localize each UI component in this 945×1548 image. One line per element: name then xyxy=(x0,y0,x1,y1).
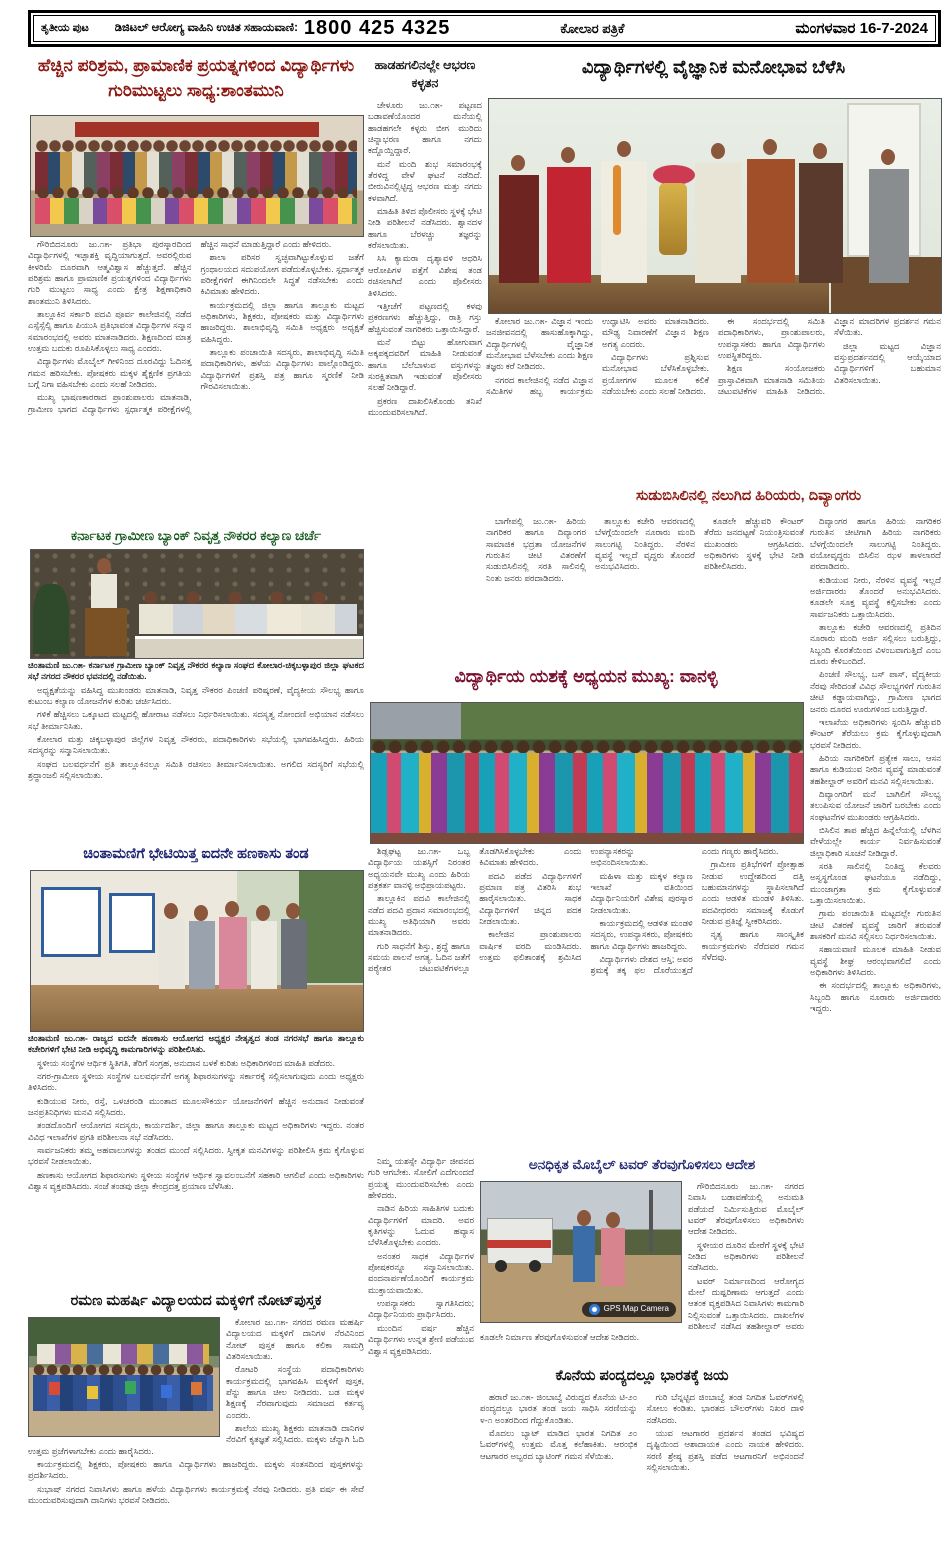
headline-finance: ಚಿಂತಾಮಣಿಗೆ ಭೇಟಿಯಿತ್ತ ಐದನೇ ಹಣಕಾಸು ತಂಡ xyxy=(83,846,309,862)
photo-shape xyxy=(869,169,909,283)
photo-scientific-event xyxy=(488,98,942,314)
photo-shape xyxy=(371,753,803,833)
headline-tower: ಅನಧಿಕೃತ ಮೊಬೈಲ್ ಟವರ್ ತೆರವುಗೊಳಿಸಲು ಆದೇಶ xyxy=(528,1157,756,1172)
body-paragraph: ಪದವಿ ಪಡೆದ ವಿದ್ಯಾರ್ಥಿಗಳಿಗೆ ಪ್ರಮಾಣ ಪತ್ರ ವಿತರಿಸಿ ಶುಭ ಹಾರೈಸಲಾಯಿತು. ಸಾಧಕ ವಿದ್ಯಾರ್ಥಿಗಳಿಗೆ ಚಿನ್ನದ ಪದಕ ನೀಡಲಾಯಿತು. xyxy=(479,870,582,927)
gps-map-camera-badge xyxy=(582,1302,676,1317)
photo-finance-visit xyxy=(30,870,364,1032)
photo-shape xyxy=(194,905,208,921)
body-paragraph: ದಿವ್ಯಾಂಗರ ಹಾಗೂ ಹಿರಿಯ ನಾಗರಿಕರ ಗುರುತಿನ ಚೀಟಿಗಾಗಿ ಹಿರಿಯ ನಾಗರಿಕರು ಬೆಳಗ್ಗೆಯಿಂದಲೇ ಸಾಲುಗಟ್ಟಿ ನಿಂತಿದ್ದರು. ವಯೋವೃದ್ಧರು ಬಿಸಿಲಿನ ಝಳ ತಾಳಲಾರದೆ ಪರದಾಡಿದರು. xyxy=(810,516,941,572)
article-finance-body xyxy=(28,1033,364,1289)
body-paragraph: ತಾಲ್ಲೂಕಿನ ಸರ್ಕಾರಿ ಪದವಿ ಪೂರ್ವ ಕಾಲೇಜಿನಲ್ಲಿ ನಡೆದ ಎಸ್ಸೆಸ್ಸೆಲ್ಸಿ ಹಾಗೂ ಪಿಯುಸಿ ಪ್ರತಿಭಾವಂತ ವಿದ್ಯಾರ್ಥಿಗಳ ಸನ್ಮಾನ ಸಮಾರಂಭದಲ್ಲಿ ಅವರು ಮಾತನಾಡಿದರು. ಶಿಕ್ಷಣದಿಂದ ಮಾತ್ರ ಉತ್ತಮ ಬದುಕು ರೂಪಿಸಿಕೊಳ್ಳಲು ಸಾಧ್ಯ ಎಂದರು. xyxy=(28,309,192,354)
photo-effort-group xyxy=(30,115,364,237)
body-paragraph: ಟವರ್ ನಿರ್ಮಾಣದಿಂದ ಆರೋಗ್ಯದ ಮೇಲೆ ದುಷ್ಪರಿಣಾಮ ಆಗುತ್ತದೆ ಎಂದು ಆತಂಕ ವ್ಯಕ್ತಪಡಿಸಿದ ನಿವಾಸಿಗಳು ಕಾಮಗಾರಿ ನಿಲ್ಲಿಸುವಂತೆ ಒತ್ತಾಯಿಸಿದರು. ದಾಖಲೆಗಳ ಪರಿಶೀಲನೆ ನಡೆಸಿದ ತಹಶೀಲ್ದಾರ್ ಅವರು ಕೂಡಲೇ ನಿರ್ಮಾಣ ತೆರವುಗೊಳಿಸುವಂತೆ ಆದೇಶ ನೀಡಿದರು. xyxy=(480,1275,804,1343)
photo-shape xyxy=(371,833,803,843)
body-paragraph: ಬಿಸಿಲಿನ ತಾಪ ಹೆಚ್ಚಿದ ಹಿನ್ನೆಲೆಯಲ್ಲಿ ಬೆಳಗಿನ ವೇಳೆಯಲ್ಲೇ ಕಾರ್ಯ ನಿರ್ವಹಿಸುವಂತೆ ಜಿಲ್ಲಾಧಿಕಾರಿ ಸೂಚನೆ ನೀಡಿದ್ದಾರೆ. xyxy=(810,824,941,858)
photo-shape xyxy=(135,636,363,658)
body-paragraph: ಕೋಲಾರ ಮತ್ತು ಚಿಕ್ಕಬಳ್ಳಾಪುರ ಜಿಲ್ಲೆಗಳ ನಿವೃತ್ತ ನೌಕರರು, ಪದಾಧಿಕಾರಿಗಳು ಸಭೆಯಲ್ಲಿ ಭಾಗವಹಿಸಿದ್ದರು. ಹಿರಿಯ ಸದಸ್ಯರನ್ನು ಸನ್ಮಾನಿಸಲಾಯಿತು. xyxy=(28,734,364,756)
body-paragraph: ಶಿಡ್ಲಘಟ್ಟ ಜು.೧೫- ಒಬ್ಬ ವಿದ್ಯಾರ್ಥಿಯ ಯಶಸ್ಸಿಗೆ ನಿರಂತರ ಅಧ್ಯಯನವೇ ಮುಖ್ಯ ಎಂದು ಹಿರಿಯ ಪತ್ರಕರ್ತ ವಾನಳ್ಳಿ ಅಭಿಪ್ರಾಯಪಟ್ಟರು. xyxy=(368,846,471,891)
body-paragraph: ಸಾರ್ವಜನಿಕರು ತಮ್ಮ ಅಹವಾಲುಗಳನ್ನು ತಂಡದ ಮುಂದೆ ಸಲ್ಲಿಸಿದರು. ಸ್ವೀಕೃತ ಮನವಿಗಳನ್ನು ಪರಿಶೀಲಿಸಿ ಕ್ರಮ ಕೈಗೊಳ್ಳುವ ಭರವಸೆ ನೀಡಲಾಯಿತು. xyxy=(28,1145,364,1167)
photo-shape xyxy=(511,155,525,171)
headline-bank: ಕರ್ನಾಟಕ ಗ್ರಾಮೀಣ ಬ್ಯಾಂಕ್ ನಿವೃತ್ತ ನೌಕರರ ಕಲ್ಯಾಣ ಚರ್ಚೆ xyxy=(71,528,321,543)
photo-shape xyxy=(561,147,575,163)
photo-shape xyxy=(813,143,827,159)
article-cricket-body xyxy=(480,1392,804,1546)
photo-shape xyxy=(139,604,357,634)
photo-shape xyxy=(35,198,357,224)
photo-shape xyxy=(495,1260,507,1272)
body-paragraph: ವಿದ್ಯಾರ್ಥಿಗಳು ಪ್ರಶ್ನಿಸುವ ಮನೋಭಾವ ಬೆಳೆಸಿಕೊಳ್ಳಬೇಕು. ಪ್ರಯೋಗಗಳ ಮೂಲಕ ಕಲಿಕೆ ನಡೆಯಬೇಕು ಎಂದು ಸಲಹೆ ನೀಡಿದರು. xyxy=(602,352,709,397)
paper-name: ಕೋಲಾರ ಪತ್ರಿಕೆ xyxy=(560,20,625,36)
body-paragraph: ಕೋಲಾರ ಜು.೧೫- ವಿಜ್ಞಾನ ಇಂದು ಜನಜೀವನದಲ್ಲಿ ಹಾಸುಹೊಕ್ಕಾಗಿದ್ದು, ವಿದ್ಯಾರ್ಥಿಗಳಲ್ಲಿ ವೈಜ್ಞಾನಿಕ ಮನೋಭಾವ ಬೆಳೆಸಬೇಕು ಎಂದು ಶಿಕ್ಷಣ ತಜ್ಞರು ಕರೆ ನೀಡಿದರು. xyxy=(486,316,593,372)
photo-shape xyxy=(573,1226,595,1282)
photo-shape xyxy=(299,871,363,983)
body-paragraph: ಸ್ಥಳೀಯರ ದೂರಿನ ಮೇರೆಗೆ ಸ್ಥಳಕ್ಕೆ ಭೇಟಿ ನೀಡಿದ ಅಧಿಕಾರಿಗಳು ಪರಿಶೀಲನೆ ನಡೆಸಿದರು. xyxy=(688,1239,804,1273)
headline-study: ವಿದ್ಯಾರ್ಥಿಯ ಯಶಕ್ಕೆ ಅಧ್ಯಯನ ಮುಖ್ಯ: ವಾನಳ್ಳಿ xyxy=(454,666,718,686)
body-paragraph: ಹಿರಿಯ ನಾಗರಿಕರಿಗೆ ಪ್ರತ್ಯೇಕ ಸಾಲು, ಆಸನ ಹಾಗೂ ಕುಡಿಯುವ ನೀರಿನ ವ್ಯವಸ್ಥೆ ಮಾಡುವಂತೆ ತಹಶೀಲ್ದಾರ್ ಅವರಿಗೆ ಮನವಿ ಸಲ್ಲಿಸಲಾಯಿತು. xyxy=(810,752,941,786)
photo-shape xyxy=(219,917,247,989)
photo-graduation xyxy=(370,702,804,844)
helpline-number: 1800 425 4325 xyxy=(303,17,451,39)
photo-shape xyxy=(695,163,741,283)
body-paragraph: ತಂಡದೊಂದಿಗೆ ಆಯೋಗದ ಸದಸ್ಯರು, ಕಾರ್ಯದರ್ಶಿ, ಜಿಲ್ಲಾ ಹಾಗೂ ತಾಲ್ಲೂಕು ಮಟ್ಟದ ಅಧಿಕಾರಿಗಳು ಇದ್ದರು. ನಂತರ ವಿವಿಧ ಇಲಾಖೆಗಳ ಪ್ರಗತಿ ಪರಿಶೀಲನಾ ಸಭೆ ನಡೆಸಿದರು. xyxy=(28,1120,364,1142)
photo-shape xyxy=(371,703,461,739)
body-paragraph: ವಿದ್ಯಾರ್ಥಿಗಳು ಮೊಬೈಲ್ ಗೀಳಿನಿಂದ ದೂರವಿದ್ದು ಓದಿನತ್ತ ಗಮನ ಹರಿಸಬೇಕು. ಪೋಷಕರು ಮಕ್ಕಳ ಶೈಕ್ಷಣಿಕ ಪ್ರಗತಿಯ ಬಗ್ಗೆ ನಿಗಾ ವಹಿಸಬೇಕು ಎಂದು ಸಲಹೆ ನೀಡಿದರು. xyxy=(28,356,192,390)
headline-heat: ಸುಡುಬಿಸಿಲಿನಲ್ಲಿ ನಲುಗಿದ ಹಿರಿಯರು, ದಿವ್ಯಾಂಗರು xyxy=(635,488,862,504)
body-paragraph: ಕಾರ್ಯಕ್ರಮದಲ್ಲಿ ಆಡಳಿತ ಮಂಡಳಿ ಸದಸ್ಯರು, ಉಪನ್ಯಾಸಕರು, ಪೋಷಕರು ಹಾಗೂ ವಿದ್ಯಾರ್ಥಿಗಳು ಹಾಜರಿದ್ದರು. xyxy=(590,918,693,951)
body-paragraph: ಗ್ರಾಮೀಣ ಪ್ರತಿಭೆಗಳಿಗೆ ಪ್ರೋತ್ಸಾಹ ನೀಡುವ ಉದ್ದೇಶದಿಂದ ದತ್ತಿ ಬಹುಮಾನಗಳನ್ನು ಸ್ಥಾಪಿಸಲಾಗಿದೆ ಎಂದು ಆಡಳಿತ ಮಂಡಳಿ ತಿಳಿಸಿತು. ಪದವೀಧರರು ಸಮಾಜಕ್ಕೆ ಕೊಡುಗೆ ನೀಡುವ ಪ್ರತಿಜ್ಞೆ ಸ್ವೀಕರಿಸಿದರು. xyxy=(701,859,804,927)
body-paragraph: ಇತ್ತೀಚೆಗೆ ಪಟ್ಟಣದಲ್ಲಿ ಕಳವು ಪ್ರಕರಣಗಳು ಹೆಚ್ಚುತ್ತಿದ್ದು, ರಾತ್ರಿ ಗಸ್ತು ಹೆಚ್ಚಿಸುವಂತೆ ನಾಗರಿಕರು ಒತ್ತಾಯಿಸಿದ್ದಾರೆ. xyxy=(368,300,482,334)
photo-shape xyxy=(33,584,69,654)
body-paragraph: ತಾಲ್ಲೂಕು ಪಂಚಾಯಿತಿ ಸದಸ್ಯರು, ಶಾಲಾಭಿವೃದ್ಧಿ ಸಮಿತಿ ಪದಾಧಿಕಾರಿಗಳು, ಹಳೆಯ ವಿದ್ಯಾರ್ಥಿಗಳು ಪಾಲ್ಗೊಂಡಿದ್ದರು. ವಿದ್ಯಾರ್ಥಿಗಳಿಗೆ ಪ್ರಶಸ್ತಿ ಪತ್ರ ಹಾಗೂ ಸ್ಮರಣಿಕೆ ನೀಡಿ ಗೌರವಿಸಲಾಯಿತು. xyxy=(200,347,364,392)
edition-date: ಮಂಗಳವಾರ 16-7-2024 xyxy=(795,20,928,37)
body-paragraph: ಹರಾರೆ ಜು.೧೫- ಜಿಂಬಾಬ್ವೆ ವಿರುದ್ಧದ ಕೊನೆಯ ಟಿ-೨೦ ಪಂದ್ಯದಲ್ಲೂ ಭಾರತ ತಂಡ ಜಯ ಸಾಧಿಸಿ ಸರಣಿಯನ್ನು ೪-೧ ಅಂತರದಿಂದ ಗೆದ್ದುಕೊಂಡಿತು. xyxy=(480,1392,638,1425)
body-paragraph: ಮುಂದಿನ ವರ್ಷ ಹೆಚ್ಚಿನ ವಿದ್ಯಾರ್ಥಿಗಳು ಉನ್ನತ ಶ್ರೇಣಿ ಪಡೆಯುವ ವಿಶ್ವಾಸ ವ್ಯಕ್ತಪಡಿಸಿದರು. xyxy=(368,1322,474,1356)
photo-notebooks-children xyxy=(28,1317,220,1437)
photo-shape xyxy=(281,919,307,989)
photo-shape xyxy=(577,1210,591,1226)
masthead xyxy=(28,10,941,47)
body-paragraph: ಅನಂತರ ಸಾಧಕ ವಿದ್ಯಾರ್ಥಿಗಳ ಪೋಷಕರನ್ನೂ ಸನ್ಮಾನಿಸಲಾಯಿತು. ವಂದನಾರ್ಪಣೆಯೊಂದಿಗೆ ಕಾರ್ಯಕ್ರಮ ಮುಕ್ತಾಯವಾಯಿತು. xyxy=(368,1250,474,1295)
photo-shape xyxy=(125,1381,136,1394)
body-paragraph: ಶಾಲೆಯ ಮುಖ್ಯ ಶಿಕ್ಷಕರು ಮಾತನಾಡಿ ದಾನಿಗಳ ನೆರವಿಗೆ ಕೃತಜ್ಞತೆ ಸಲ್ಲಿಸಿದರು. ಮಕ್ಕಳು ಚೆನ್ನಾಗಿ ಓದಿ ಉತ್ತಮ ಪ್ರಜೆಗಳಾಗಬೇಕು ಎಂದು ಹಾರೈಸಿದರು. xyxy=(28,1423,364,1456)
body-paragraph: ಗುರಿ ಸಾಧನೆಗೆ ಶಿಸ್ತು, ಶ್ರದ್ಧೆ ಹಾಗೂ ಸಮಯ ಪಾಲನೆ ಅಗತ್ಯ. ಓದಿನ ಜತೆಗೆ ಪಠ್ಯೇತರ ಚಟುವಟಿಕೆಗಳಲ್ಲೂ ತೊಡಗಿಸಿಕೊಳ್ಳಬೇಕು ಎಂದು ಕಿವಿಮಾತು ಹೇಳಿದರು. xyxy=(368,846,582,974)
body-paragraph: ಚೇಳೂರು ಜು.೧೫- ಪಟ್ಟಣದ ಬಡಾವಣೆಯೊಂದರ ಮನೆಯಲ್ಲಿ ಹಾಡಹಗಲೇ ಕಳ್ಳರು ಬೀಗ ಮುರಿದು ಚಿನ್ನಾಭರಣ ಹಾಗೂ ನಗದು ಕದ್ದೊಯ್ದಿದ್ದಾರೆ. xyxy=(368,100,482,156)
body-paragraph: ಅಧ್ಯಕ್ಷತೆಯನ್ನು ವಹಿಸಿದ್ದ ಮುಖಂಡರು ಮಾತನಾಡಿ, ನಿವೃತ್ತ ನೌಕರರ ಪಿಂಚಣಿ ಪರಿಷ್ಕರಣೆ, ವೈದ್ಯಕೀಯ ಸೌಲಭ್ಯ ಹಾಗೂ ಕುಟುಂಬ ಕಲ್ಯಾಣ ಯೋಜನೆಗಳ ಕುರಿತು ಚರ್ಚಿಸಿದರು. xyxy=(28,684,364,707)
body-paragraph: ಶಿಕ್ಷಣ ಸಂಯೋಜಕರು ಪ್ರಾಸ್ತಾವಿಕವಾಗಿ ಮಾತನಾಡಿ ಸಮಿತಿಯ ಚಟುವಟಿಕೆಗಳ ಮಾಹಿತಿ ನೀಡಿದರು. ವಿಜ್ಞಾನ ಮಾದರಿಗಳ ಪ್ರದರ್ಶನ ಗಮನ ಸೆಳೆಯಿತು. xyxy=(718,316,941,397)
photo-shape xyxy=(85,608,127,656)
page-number-label: ತೃತೀಯ ಪುಟ xyxy=(41,22,89,34)
body-paragraph: ಗೌರಿಬಿದನೂರು ಜು.೧೫- ನಗರದ ನಿವಾಸಿ ಬಡಾವಣೆಯಲ್ಲಿ ಅನುಮತಿ ಪಡೆಯದೆ ನಿರ್ಮಿಸುತ್ತಿರುವ ಮೊಬೈಲ್ ಟವರ್ ತೆರವುಗೊಳಿಸಲು ಅಧಿಕಾರಿಗಳು ಆದೇಶ ನೀಡಿದರು. xyxy=(688,1181,804,1237)
photo-shape xyxy=(601,1228,625,1286)
body-paragraph: ಮೊದಲು ಬ್ಯಾಟ್ ಮಾಡಿದ ಭಾರತ ನಿಗದಿತ ೨೦ ಓವರ್‌ಗಳಲ್ಲಿ ಉತ್ತಮ ಮೊತ್ತ ಕಲೆಹಾಕಿತು. ಆರಂಭಿಕ ಆಟಗಾರರ ಅಬ್ಬರದ ಬ್ಯಾಟಿಂಗ್ ಗಮನ ಸೆಳೆಯಿತು. xyxy=(480,1428,638,1461)
body-paragraph: ಸಹಾಯವಾಣಿ ಮೂಲಕ ಮಾಹಿತಿ ನೀಡುವ ವ್ಯವಸ್ಥೆ ಶೀಘ್ರ ಆರಂಭವಾಗಲಿದೆ ಎಂದು ಅಧಿಕಾರಿಗಳು ತಿಳಿಸಿದರು. xyxy=(810,944,941,978)
body-paragraph: ಕಾರ್ಯಕ್ರಮದಲ್ಲಿ ಶಿಕ್ಷಕರು, ಪೋಷಕರು ಹಾಗೂ ವಿದ್ಯಾರ್ಥಿಗಳು ಹಾಜರಿದ್ದರು. ಮಕ್ಕಳು ಸಂತಸದಿಂದ ಪುಸ್ತಕಗಳನ್ನು ಪ್ರದರ್ಶಿಸಿದರು. xyxy=(28,1459,364,1481)
photo-shape xyxy=(747,159,795,283)
body-paragraph: ತಾಲ್ಲೂಕಿನ ಪದವಿ ಕಾಲೇಜಿನಲ್ಲಿ ನಡೆದ ಪದವಿ ಪ್ರದಾನ ಸಮಾರಂಭದಲ್ಲಿ ಮುಖ್ಯ ಅತಿಥಿಯಾಗಿ ಅವರು ಮಾತನಾಡಿದರು. xyxy=(368,893,471,938)
photo-shape xyxy=(31,985,363,1031)
body-paragraph: ಗುರಿ ಬೆನ್ನಟ್ಟಿದ ಜಿಂಬಾಬ್ವೆ ತಂಡ ನಿಗದಿತ ಓವರ್‌ಗಳಲ್ಲಿ ಸೋಲು ಕಂಡಿತು. ಭಾರತದ ಬೌಲರ್‌ಗಳು ನಿಖರ ದಾಳಿ ನಡೆಸಿದರು. xyxy=(646,1392,804,1425)
body-paragraph: ತಾಲ್ಲೂಕು ಕಚೇರಿ ಆವರಣದಲ್ಲಿ ಬೆಳಗ್ಗೆಯಿಂದಲೇ ನೂರಾರು ಮಂದಿ ಸಾಲುಗಟ್ಟಿ ನಿಂತಿದ್ದರು. ನೆರಳಿನ ವ್ಯವಸ್ಥೆ ಇಲ್ಲದೆ ವೃದ್ಧರು ತೊಂದರೆ ಅನುಭವಿಸಿದರು. xyxy=(595,516,695,572)
body-paragraph: ದಿವ್ಯಾಂಗರಿಗೆ ಮನೆ ಬಾಗಿಲಿಗೆ ಸೌಲಭ್ಯ ತಲುಪಿಸುವ ಯೋಜನೆ ಜಾರಿಗೆ ಬರಬೇಕು ಎಂದು ಸಂಘಟನೆಗಳ ಮುಖಂಡರು ಆಗ್ರಹಿಸಿದರು. xyxy=(810,788,941,822)
photo-shape xyxy=(87,1386,98,1399)
article-effort-body xyxy=(28,239,364,525)
photo-shape xyxy=(529,1260,541,1272)
body-paragraph: ಯುವ ಆಟಗಾರರ ಪ್ರದರ್ಶನ ತಂಡದ ಭವಿಷ್ಯದ ದೃಷ್ಟಿಯಿಂದ ಆಶಾದಾಯಕ ಎಂದು ನಾಯಕ ಹೇಳಿದರು. ಸರಣಿ ಶ್ರೇಷ್ಠ ಪ್ರಶಸ್ತಿ ಪಡೆದ ಆಟಗಾರನಿಗೆ ಅಭಿನಂದನೆ ಸಲ್ಲಿಸಲಾಯಿತು. xyxy=(646,1428,804,1473)
body-paragraph: ತಾಲ್ಲೂಕು ಕಚೇರಿ ಆವರಣದಲ್ಲಿ ಪ್ರತಿದಿನ ನೂರಾರು ಮಂದಿ ಅರ್ಜಿ ಸಲ್ಲಿಸಲು ಬರುತ್ತಿದ್ದು, ಸಿಬ್ಬಂದಿ ಕೊರತೆಯಿಂದ ವಿಳಂಬವಾಗುತ್ತಿದೆ ಎಂಬ ದೂರು ಕೇಳಿಬಂದಿದೆ. xyxy=(810,622,941,667)
photo-shape xyxy=(75,122,319,137)
body-paragraph: ನಿಮ್ಮ ಯಶಸ್ಸೇ ವಿದ್ಯಾರ್ಥಿ ಜೀವನದ ಗುರಿ ಆಗಬೇಕು. ಸೋಲಿಗೆ ಎದೆಗುಂದದೆ ಪ್ರಯತ್ನ ಮುಂದುವರಿಸಬೇಕು ಎಂದು ಹೇಳಿದರು. xyxy=(368,1156,474,1201)
article-scientific-body xyxy=(486,316,941,464)
article-heat-body xyxy=(486,516,804,662)
photo-shape xyxy=(881,149,895,165)
body-paragraph: ಪ್ರಕರಣ ದಾಖಲಿಸಿಕೊಂಡು ತನಿಖೆ ಮುಂದುವರಿಸಲಾಗಿದೆ. xyxy=(368,395,482,417)
photo-shape xyxy=(649,1190,653,1252)
photo-shape xyxy=(256,905,270,921)
photo-shape xyxy=(711,143,725,159)
article-theft-body xyxy=(368,100,482,662)
body-paragraph: ಶಾಲಾ ಪರಿಸರ ಸ್ವಚ್ಛವಾಗಿಟ್ಟುಕೊಳ್ಳುವ ಜತೆಗೆ ಗ್ರಂಥಾಲಯದ ಸದುಪಯೋಗ ಪಡೆದುಕೊಳ್ಳಬೇಕು. ಸ್ಪರ್ಧಾತ್ಮಕ ಪರೀಕ್ಷೆಗಳಿಗೆ ಈಗಿನಿಂದಲೇ ಸಿದ್ಧತೆ ನಡೆಸಬೇಕು ಎಂದು ಕಿವಿಮಾತು ಹೇಳಿದರು. xyxy=(200,252,364,297)
body-paragraph: ನಗರದ ಕಾಲೇಜಿನಲ್ಲಿ ನಡೆದ ವಿಜ್ಞಾನ ಸಮಿತಿಗಳ ಹಬ್ಬ ಕಾರ್ಯಕ್ರಮ ಉದ್ಘಾಟಿಸಿ ಅವರು ಮಾತನಾಡಿದರು. ಮೌಢ್ಯ ನಿವಾರಣೆಗೆ ವಿಜ್ಞಾನ ಶಿಕ್ಷಣ ಅಗತ್ಯ ಎಂದರು. xyxy=(486,316,709,397)
body-paragraph: ಜಿಲ್ಲಾ ಮಟ್ಟದ ವಿಜ್ಞಾನ ವಸ್ತುಪ್ರದರ್ಶನದಲ್ಲಿ ಆಯ್ಕೆಯಾದ ವಿದ್ಯಾರ್ಥಿಗಳಿಗೆ ಬಹುಮಾನ ವಿತರಿಸಲಾಯಿತು. xyxy=(834,340,941,385)
body-paragraph: ವಿದ್ಯಾರ್ಥಿಗಳು ದೇಶದ ಆಸ್ತಿ; ಅವರ ಶ್ರಮಕ್ಕೆ ತಕ್ಕ ಫಲ ದೊರೆಯುತ್ತದೆ ಎಂದು ಗಣ್ಯರು ಹಾರೈಸಿದರು. xyxy=(590,846,779,976)
body-paragraph: ಸ್ಥಳೀಯ ಸಂಸ್ಥೆಗಳ ಆರ್ಥಿಕ ಸ್ಥಿತಿಗತಿ, ತೆರಿಗೆ ಸಂಗ್ರಹ, ಅನುದಾನ ಬಳಕೆ ಕುರಿತು ಅಧಿಕಾರಿಗಳಿಂದ ಮಾಹಿತಿ ಪಡೆದರು. xyxy=(37,1057,336,1068)
helpline-label: ಡಿಜಿಟಲ್ ಆರೋಗ್ಯ ವಾಹಿನಿ ಉಚಿತ ಸಹಾಯವಾಣಿ: xyxy=(114,22,298,34)
body-paragraph: ಈ ಸಂದರ್ಭದಲ್ಲಿ ತಾಲ್ಲೂಕು ಅಧಿಕಾರಿಗಳು, ಸಿಬ್ಬಂದಿ ಹಾಗೂ ನೂರಾರು ಅರ್ಜಿದಾರರು ಇದ್ದರು. xyxy=(810,980,941,1014)
body-paragraph: ಸಿಸಿ ಕ್ಯಾಮರಾ ದೃಶ್ಯಾವಳಿ ಆಧರಿಸಿ ಆರೋಪಿಗಳ ಪತ್ತೆಗೆ ವಿಶೇಷ ತಂಡ ರಚಿಸಲಾಗಿದೆ ಎಂದು ಪೊಲೀಸರು ತಿಳಿಸಿದರು. xyxy=(368,253,482,298)
body-paragraph: ಸುಭಾಷ್ ನಗರದ ನಿವಾಸಿಗಳು ಹಾಗೂ ಹಳೆಯ ವಿದ್ಯಾರ್ಥಿಗಳು ಕಾರ್ಯಕ್ರಮಕ್ಕೆ ನೆರವು ನೀಡಿದರು. ಪ್ರತಿ ವರ್ಷ ಈ ಸೇವೆ ಮುಂದುವರಿಸುವುದಾಗಿ ದಾನಿಗಳು ಭರವಸೆ ನೀಡಿದರು. xyxy=(28,1483,364,1506)
photo-shape xyxy=(97,558,111,574)
body-paragraph: ಸರತಿ ಸಾಲಿನಲ್ಲಿ ನಿಂತಿದ್ದ ಕೆಲವರು ಅಸ್ವಸ್ಥಗೊಂಡ ಘಟನೆಯೂ ನಡೆದಿದ್ದು, ಮುಂಜಾಗ್ರತಾ ಕ್ರಮ ಕೈಗೊಳ್ಳುವಂತೆ ಒತ್ತಾಯಿಸಲಾಯಿತು. xyxy=(810,860,941,905)
body-paragraph: ಗೌರಿಬಿದನೂರು ಜು.೧೫- ಪ್ರತಿಭಾ ಪುರಸ್ಕಾರದಿಂದ ವಿದ್ಯಾರ್ಥಿಗಳಲ್ಲಿ ಇಚ್ಛಾಶಕ್ತಿ ವೃದ್ಧಿಯಾಗುತ್ತದೆ. ಅವರಲ್ಲಿರುವ ಕೀಳರಿಮೆ ದೂರವಾಗಿ ಆತ್ಮವಿಶ್ವಾಸ ಹೆಚ್ಚುತ್ತದೆ. ಹೆಚ್ಚಿನ ಪರಿಶ್ರಮ ಹಾಗೂ ಪ್ರಾಮಾಣಿಕ ಪ್ರಯತ್ನಗಳಿಂದ ವಿದ್ಯಾರ್ಥಿಗಳು ಗುರಿ ಮುಟ್ಟಲು ಸಾಧ್ಯ ಎಂದು ಕ್ಷೇತ್ರ ಶಿಕ್ಷಣಾಧಿಕಾರಿ ಶಾಂತಮುನಿ ತಿಳಿಸಿದರು. xyxy=(28,239,192,306)
photo-shape xyxy=(191,1382,202,1395)
headline-theft: ಹಾಡಹಗಲಿನಲ್ಲೇ ಆಭರಣ ಕಳ್ಳತನ xyxy=(374,58,476,91)
body-paragraph: ಮನೆ ಮಂದಿ ಶುಭ ಸಮಾರಂಭಕ್ಕೆ ತೆರಳಿದ್ದ ವೇಳೆ ಘಟನೆ ನಡೆದಿದೆ. ಬೀರುವಿನಲ್ಲಿಟ್ಟಿದ್ದ ಆಭರಣ ಮತ್ತು ನಗದು ಕಳವಾಗಿದೆ. xyxy=(368,158,482,203)
body-paragraph: ಚಿಂತಾಮಣಿ ಜು.೧೫- ರಾಜ್ಯದ ಐದನೇ ಹಣಕಾಸು ಆಯೋಗದ ಅಧ್ಯಕ್ಷರ ನೇತೃತ್ವದ ತಂಡ ನಗರಸಭೆ ಹಾಗೂ ತಾಲ್ಲೂಕು ಕಚೇರಿಗಳಿಗೆ ಭೇಟಿ ನೀಡಿ ಅಭಿವೃದ್ಧಿ ಕಾಮಗಾರಿಗಳನ್ನು ಪರಿಶೀಲಿಸಿತು. xyxy=(28,1033,364,1055)
article-tower-body xyxy=(480,1181,804,1363)
photo-shape xyxy=(37,1344,209,1364)
body-paragraph: ಉಪನ್ಯಾಸಕರು ಸ್ವಾಗತಿಸಿದರು; ವಿದ್ಯಾರ್ಥಿನಿಯರು ಪ್ರಾರ್ಥಿಸಿದರು. xyxy=(368,1298,474,1320)
headline-effort: ಹೆಚ್ಚಿನ ಪರಿಶ್ರಮ, ಪ್ರಾಮಾಣಿಕ ಪ್ರಯತ್ನಗಳಿಂದ ವಿದ್ಯಾರ್ಥಿಗಳು ಗುರಿಮುಟ್ಟಲು ಸಾಧ್ಯ:ಶಾಂತಮುನಿ xyxy=(37,56,355,100)
headline-cricket: ಕೊನೆಯ ಪಂದ್ಯದಲ್ಲೂ ಭಾರತಕ್ಕೆ ಜಯ xyxy=(555,1368,729,1384)
article-heat-continued xyxy=(810,516,941,1546)
body-paragraph: ಮುಖ್ಯ ಭಾಷಣಕಾರರಾದ ಪ್ರಾಂಶುಪಾಲರು ಮಾತನಾಡಿ, ಗ್ರಾಮೀಣ ಭಾಗದ ವಿದ್ಯಾರ್ಥಿಗಳು ಸ್ಪರ್ಧಾತ್ಮಕ ಪರೀಕ್ಷೆಗಳಲ್ಲಿ ಹೆಚ್ಚಿನ ಸಾಧನೆ ಮಾಡುತ್ತಿದ್ದಾರೆ ಎಂದು ಹೇಳಿದರು. xyxy=(28,239,332,414)
headline-notebooks: ರಮಣ ಮಹರ್ಷಿ ವಿದ್ಯಾಲಯದ ಮಕ್ಕಳಿಗೆ ನೋಟ್‌ಪುಸ್ತಕ xyxy=(70,1293,322,1309)
photo-shape xyxy=(41,887,101,957)
photo-shape xyxy=(617,141,631,157)
body-paragraph: ಮಾಹಿತಿ ತಿಳಿದ ಪೊಲೀಸರು ಸ್ಥಳಕ್ಕೆ ಭೇಟಿ ನೀಡಿ ಪರಿಶೀಲನೆ ನಡೆಸಿದರು. ಶ್ವಾನದಳ ಹಾಗೂ ಬೆರಳಚ್ಚು ತಜ್ಞರನ್ನು ಕರೆಸಲಾಯಿತು. xyxy=(368,206,482,251)
body-paragraph: ನೃತ್ಯ ಹಾಗೂ ಸಾಂಸ್ಕೃತಿಕ ಕಾರ್ಯಕ್ರಮಗಳು ನೆರೆದವರ ಗಮನ ಸೆಳೆದವು. xyxy=(701,929,804,963)
photo-shape xyxy=(799,163,843,283)
photo-shape xyxy=(109,893,155,953)
photo-bank-meeting xyxy=(30,549,364,659)
body-paragraph: ಗಳಿಕೆ ಹೆಚ್ಚಿಸಲು ಒಕ್ಕೂಟದ ಮಟ್ಟದಲ್ಲಿ ಹೋರಾಟ ನಡೆಸಲು ನಿರ್ಧರಿಸಲಾಯಿತು. ಸದಸ್ಯತ್ವ ನೋಂದಣಿ ಅಭಿಯಾನ ನಡೆಸಲು ಸಭೆ ತೀರ್ಮಾನಿಸಿತು. xyxy=(28,709,364,731)
body-paragraph: ಚಿಂತಾಮಣಿ ಜು.೧೫- ಕರ್ನಾಟಕ ಗ್ರಾಮೀಣ ಬ್ಯಾಂಕ್ ನಿವೃತ್ತ ನೌಕರರ ಕಲ್ಯಾಣ ಸಂಘದ ಕೋಲಾರ-ಚಿಕ್ಕಬಳ್ಳಾಪುರ ಜಿಲ್ಲಾ ಘಟಕದ ಸಭೆ ನಗರದ ನೌಕರರ ಭವನದಲ್ಲಿ ನಡೆಯಿತು. xyxy=(28,660,364,682)
photo-shape xyxy=(763,139,777,155)
article-study-continued xyxy=(368,1156,474,1546)
headline-scientific: ವಿದ್ಯಾರ್ಥಿಗಳಲ್ಲಿ ವೈಜ್ಞಾನಿಕ ಮನೋಭಾವ ಬೆಳೆಸಿ xyxy=(581,57,846,77)
body-paragraph: ಕುಡಿಯುವ ನೀರು, ರಸ್ತೆ, ಒಳಚರಂಡಿ ಮುಂತಾದ ಮೂಲಸೌಕರ್ಯ ಯೋಜನೆಗಳಿಗೆ ಹೆಚ್ಚಿನ ಅನುದಾನ ನೀಡುವಂತೆ ಜನಪ್ರತಿನಿಧಿಗಳು ಮನವಿ ಸಲ್ಲಿಸಿದರು. xyxy=(28,1095,364,1118)
body-paragraph: ಮನೆ ಬಿಟ್ಟು ಹೋಗುವಾಗ ಅಕ್ಕಪಕ್ಕದವರಿಗೆ ಮಾಹಿತಿ ನೀಡುವಂತೆ ಹಾಗೂ ಬೆಲೆಬಾಳುವ ವಸ್ತುಗಳನ್ನು ಸುರಕ್ಷಿತವಾಗಿ ಇಡುವಂತೆ ಪೊಲೀಸರು ಸಲಹೆ ನೀಡಿದ್ದಾರೆ. xyxy=(368,336,482,393)
photo-shape xyxy=(251,921,277,989)
photo-shape xyxy=(613,165,621,235)
photo-shape xyxy=(161,1385,172,1398)
article-bank-body xyxy=(28,660,364,843)
gps-icon xyxy=(589,1304,600,1315)
body-paragraph: ಕಾರ್ಯಕ್ರಮದಲ್ಲಿ ಜಿಲ್ಲಾ ಹಾಗೂ ತಾಲ್ಲೂಕು ಮಟ್ಟದ ಅಧಿಕಾರಿಗಳು, ಶಿಕ್ಷಕರು, ಪೋಷಕರು ಮತ್ತು ವಿದ್ಯಾರ್ಥಿಗಳು ಹಾಜರಿದ್ದರು. ಶಾಲಾಭಿವೃದ್ಧಿ ಸಮಿತಿ ಅಧ್ಯಕ್ಷರು ಅಧ್ಯಕ್ಷತೆ ವಹಿಸಿದ್ದರು. xyxy=(200,299,364,344)
article-notebooks-body xyxy=(28,1317,364,1546)
body-paragraph: ನಗರ-ಗ್ರಾಮೀಣ ಸ್ಥಳೀಯ ಸಂಸ್ಥೆಗಳ ಬಲವರ್ಧನೆಗೆ ಅಗತ್ಯ ಶಿಫಾರಸುಗಳನ್ನು ಸರ್ಕಾರಕ್ಕೆ ಸಲ್ಲಿಸಲಾಗುವುದು ಎಂದು ಅಧ್ಯಕ್ಷರು ತಿಳಿಸಿದರು. xyxy=(28,1071,364,1093)
gps-badge-label: GPS Map Camera xyxy=(603,1304,669,1314)
photo-shape xyxy=(606,1212,620,1228)
body-paragraph: ರೋಟರಿ ಸಂಸ್ಥೆಯ ಪದಾಧಿಕಾರಿಗಳು ಕಾರ್ಯಕ್ರಮದಲ್ಲಿ ಭಾಗವಹಿಸಿ ಮಕ್ಕಳಿಗೆ ಪುಸ್ತಕ, ಪೆನ್ನು ಹಾಗೂ ಚೀಲ ನೀಡಿದರು. ಬಡ ಮಕ್ಕಳ ಶಿಕ್ಷಣಕ್ಕೆ ನೆರವಾಗುವುದು ಸಮಾಜದ ಕರ್ತವ್ಯ ಎಂದರು. xyxy=(226,1364,364,1420)
photo-shape xyxy=(487,1240,551,1248)
body-paragraph: ಹಣಕಾಸು ಆಯೋಗದ ಶಿಫಾರಸುಗಳು ಸ್ಥಳೀಯ ಸಂಸ್ಥೆಗಳ ಆರ್ಥಿಕ ಸ್ವಾವಲಂಬನೆಗೆ ಸಹಕಾರಿ ಆಗಲಿವೆ ಎಂದು ಅಧಿಕಾರಿಗಳು ವಿಶ್ವಾಸ ವ್ಯಕ್ತಪಡಿಸಿದರು. ಸಂಜೆ ತಂಡವು ಜಿಲ್ಲಾ ಕೇಂದ್ರದತ್ತ ಪ್ರಯಾಣ ಬೆಳೆಸಿತು. xyxy=(28,1169,364,1192)
photo-mobile-tower xyxy=(480,1181,682,1323)
photo-shape xyxy=(33,1375,213,1411)
photo-shape xyxy=(547,167,591,283)
body-paragraph: ಕೋಲಾರ ಜು.೧೫- ನಗರದ ರಮಣ ಮಹರ್ಷಿ ವಿದ್ಯಾಲಯದ ಮಕ್ಕಳಿಗೆ ದಾನಿಗಳ ನೆರವಿನಿಂದ ನೋಟ್ ಪುಸ್ತಕ ಹಾಗೂ ಕಲಿಕಾ ಸಾಮಗ್ರಿ ವಿತರಿಸಲಾಯಿತು. xyxy=(226,1317,364,1362)
photo-shape xyxy=(653,165,695,185)
photo-shape xyxy=(189,921,215,989)
body-paragraph: ಈ ಸಂದರ್ಭದಲ್ಲಿ ಸಮಿತಿ ಪದಾಧಿಕಾರಿಗಳು, ಪ್ರಾಂಶುಪಾಲರು, ಉಪನ್ಯಾಸಕರು ಹಾಗೂ ವಿದ್ಯಾರ್ಥಿಗಳು ಉಪಸ್ಥಿತರಿದ್ದರು. xyxy=(718,316,825,361)
photo-shape xyxy=(225,901,239,917)
body-paragraph: ಕಾಲೇಜಿನ ಪ್ರಾಂಶುಪಾಲರು ವಾರ್ಷಿಕ ವರದಿ ಮಂಡಿಸಿದರು. ಉತ್ತಮ ಫಲಿತಾಂಶಕ್ಕೆ ಶ್ರಮಿಸಿದ ಉಪನ್ಯಾಸಕರನ್ನು ಅಭಿನಂದಿಸಲಾಯಿತು. xyxy=(479,846,649,963)
body-paragraph: ಸಂಘದ ಬಲವರ್ಧನೆಗೆ ಪ್ರತಿ ತಾಲ್ಲೂಕಿನಲ್ಲೂ ಸಮಿತಿ ರಚಿಸಲು ತೀರ್ಮಾನಿಸಲಾಯಿತು. ಅಗಲಿದ ಸದಸ್ಯರಿಗೆ ಸಭೆಯಲ್ಲಿ ಶ್ರದ್ಧಾಂಜಲಿ ಸಲ್ಲಿಸಲಾಯಿತು. xyxy=(28,758,364,781)
body-paragraph: ಕುಡಿಯುವ ನೀರು, ನೆರಳಿನ ವ್ಯವಸ್ಥೆ ಇಲ್ಲದೆ ಅರ್ಜಿದಾರರು ತೊಂದರೆ ಅನುಭವಿಸಿದರು. ಕೂಡಲೇ ಸೂಕ್ತ ವ್ಯವಸ್ಥೆ ಕಲ್ಪಿಸಬೇಕು ಎಂದು ಸಾರ್ವಜನಿಕರು ಒತ್ತಾಯಿಸಿದರು. xyxy=(810,574,941,619)
photo-shape xyxy=(499,175,539,283)
photo-shape xyxy=(659,183,687,255)
photo-shape xyxy=(49,1382,60,1395)
photo-shape xyxy=(141,590,355,604)
body-paragraph: ಮಹಿಳಾ ಮತ್ತು ಮಕ್ಕಳ ಕಲ್ಯಾಣ ಇಲಾಖೆ ವತಿಯಿಂದ ವಿದ್ಯಾರ್ಥಿನಿಯರಿಗೆ ವಿಶೇಷ ಪುರಸ್ಕಾರ ನೀಡಲಾಯಿತು. xyxy=(590,870,693,915)
photo-shape xyxy=(601,161,647,283)
body-paragraph: ಕೂಡಲೇ ಹೆಚ್ಚುವರಿ ಕೌಂಟರ್ ತೆರೆದು ಜನದಟ್ಟಣೆ ನಿಯಂತ್ರಿಸುವಂತೆ ಮುಖಂಡರು ಆಗ್ರಹಿಸಿದರು. ಅಧಿಕಾರಿಗಳು ಸ್ಥಳಕ್ಕೆ ಭೇಟಿ ನೀಡಿ ಪರಿಶೀಲಿಸಿದರು. xyxy=(704,516,804,572)
body-paragraph: ಇಲಾಖೆಯ ಅಧಿಕಾರಿಗಳು ಸ್ಪಂದಿಸಿ ಹೆಚ್ಚುವರಿ ಕೌಂಟರ್ ತೆರೆಯಲು ಕ್ರಮ ಕೈಗೊಳ್ಳುವುದಾಗಿ ಭರವಸೆ ನೀಡಿದರು. xyxy=(810,716,941,750)
body-paragraph: ಬಾಗೇಪಲ್ಲಿ ಜು.೧೫- ಹಿರಿಯ ನಾಗರಿಕರ ಹಾಗೂ ದಿವ್ಯಾಂಗರ ಸಾಮಾಜಿಕ ಭದ್ರತಾ ಯೋಜನೆಗಳ ಗುರುತಿನ ಚೀಟಿ ವಿತರಣೆಗೆ ಸುಡುಬಿಸಿಲಿನಲ್ಲಿ ಸರತಿ ಸಾಲಿನಲ್ಲಿ ನಿಂತು ಜನರು ಪರದಾಡಿದರು. xyxy=(486,516,586,583)
photo-shape xyxy=(159,919,185,989)
photo-shape xyxy=(35,138,357,153)
photo-shape xyxy=(164,903,178,919)
body-paragraph: ನಾಡಿನ ಹಿರಿಯ ಸಾಹಿತಿಗಳ ಬದುಕು ವಿದ್ಯಾರ್ಥಿಗಳಿಗೆ ಮಾದರಿ. ಅವರ ಕೃತಿಗಳನ್ನು ಓದುವ ಹವ್ಯಾಸ ಬೆಳೆಸಿಕೊಳ್ಳಬೇಕು ಎಂದರು. xyxy=(368,1203,474,1248)
article-study-body xyxy=(368,846,804,1152)
body-paragraph: ಗ್ರಾಮ ಪಂಚಾಯಿತಿ ಮಟ್ಟದಲ್ಲೇ ಗುರುತಿನ ಚೀಟಿ ವಿತರಣೆ ವ್ಯವಸ್ಥೆ ಜಾರಿಗೆ ತರುವಂತೆ ಶಾಸಕರಿಗೆ ಮನವಿ ಸಲ್ಲಿಸಲು ನಿರ್ಧರಿಸಲಾಯಿತು. xyxy=(810,908,941,942)
body-paragraph: ಪಿಂಚಣಿ ಸೌಲಭ್ಯ, ಬಸ್ ಪಾಸ್, ವೈದ್ಯಕೀಯ ನೆರವು ಸೇರಿದಂತೆ ವಿವಿಧ ಸೌಲಭ್ಯಗಳಿಗೆ ಗುರುತಿನ ಚೀಟಿ ಕಡ್ಡಾಯವಾಗಿದ್ದು, ಗ್ರಾಮೀಣ ಭಾಗದ ಜನರು ದೂರದ ಊರುಗಳಿಂದ ಬರುತ್ತಿದ್ದಾರೆ. xyxy=(810,669,941,714)
photo-shape xyxy=(91,574,117,610)
photo-shape xyxy=(286,903,300,919)
